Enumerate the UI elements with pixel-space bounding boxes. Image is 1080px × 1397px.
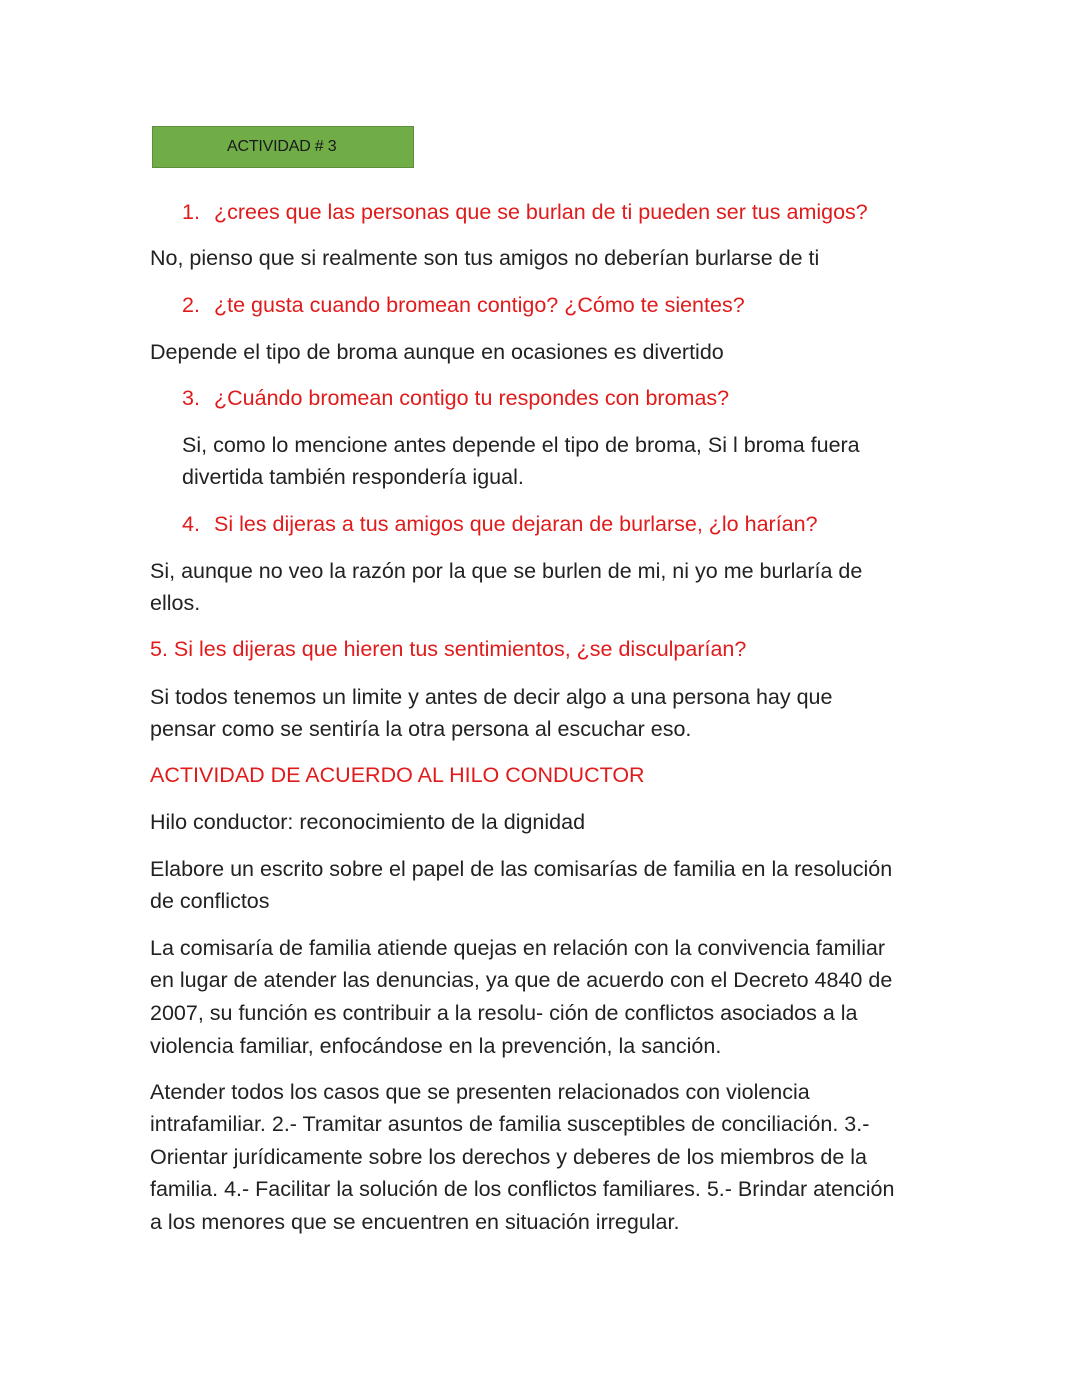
question-4	[182, 508, 818, 541]
prompt-line-2: de conflictos	[150, 889, 270, 913]
activity-title: ACTIVIDAD # 3	[227, 138, 337, 155]
question-3	[182, 382, 729, 415]
paragraph-1-line-4: violencia familiar, enfocándose en la prevención, la sanción.	[150, 1034, 722, 1058]
activity-title-box	[152, 126, 414, 168]
question-number: 4.	[182, 512, 200, 536]
question-text: 5. Si les dijeras que hieren tus sentimientos, ¿se disculparían?	[150, 637, 747, 661]
section-heading: ACTIVIDAD DE ACUERDO AL HILO CONDUCTOR	[150, 763, 645, 787]
paragraph-2-line-1: Atender todos los casos que se presenten relacionados con violencia	[150, 1080, 810, 1104]
question-number: 2.	[182, 293, 200, 317]
answer-5-line-1: Si todos tenemos un limite y antes de decir algo a una persona hay que	[150, 685, 833, 709]
answer-2: Depende el tipo de broma aunque en ocasiones es divertido	[150, 340, 724, 364]
answer-5-line-2: pensar como se sentiría la otra persona al escuchar eso.	[150, 717, 692, 741]
answer-3-line-1: Si, como lo mencione antes depende el tipo de broma, Si l broma fuera	[182, 433, 860, 457]
answer-4-line-2: ellos.	[150, 591, 201, 615]
question-5	[150, 633, 746, 666]
paragraph-1-line-1: La comisaría de familia atiende quejas en relación con la convivencia familiar	[150, 936, 885, 960]
paragraph-2-line-2: intrafamiliar. 2.- Tramitar asuntos de familia susceptibles de conciliación. 3.-	[150, 1112, 870, 1136]
paragraph-1-line-3: 2007, su función es contribuir a la resolu- ción de conflictos asociados a la	[150, 1001, 858, 1025]
hilo-conductor: Hilo conductor: reconocimiento de la dignidad	[150, 810, 586, 834]
question-text: ¿Cuándo bromean contigo tu respondes con bromas?	[214, 386, 730, 410]
paragraph-2-line-4: familia. 4.- Facilitar la solución de los conflictos familiares. 5.- Brindar atención	[150, 1177, 895, 1201]
question-2	[182, 289, 745, 322]
answer-3-line-2: divertida también respondería igual.	[182, 465, 524, 489]
question-number: 1.	[182, 200, 200, 224]
question-text: ¿crees que las personas que se burlan de ti pueden ser tus amigos?	[214, 200, 868, 224]
answer-4-line-1: Si, aunque no veo la razón por la que se burlen de mi, ni yo me burlaría de	[150, 559, 863, 583]
paragraph-2-line-5: a los menores que se encuentren en situación irregular.	[150, 1210, 680, 1234]
question-text: Si les dijeras a tus amigos que dejaran de burlarse, ¿lo harían?	[214, 512, 818, 536]
answer-1: No, pienso que si realmente son tus amigos no deberían burlarse de ti	[150, 246, 820, 270]
paragraph-1-line-2: en lugar de atender las denuncias, ya que de acuerdo con el Decreto 4840 de	[150, 968, 893, 992]
question-number: 3.	[182, 386, 200, 410]
prompt-line-1: Elabore un escrito sobre el papel de las comisarías de familia en la resolución	[150, 857, 893, 881]
question-1	[182, 196, 868, 229]
question-text: ¿te gusta cuando bromean contigo? ¿Cómo te sientes?	[214, 293, 745, 317]
paragraph-2-line-3: Orientar jurídicamente sobre los derechos y deberes de los miembros de la	[150, 1145, 868, 1169]
